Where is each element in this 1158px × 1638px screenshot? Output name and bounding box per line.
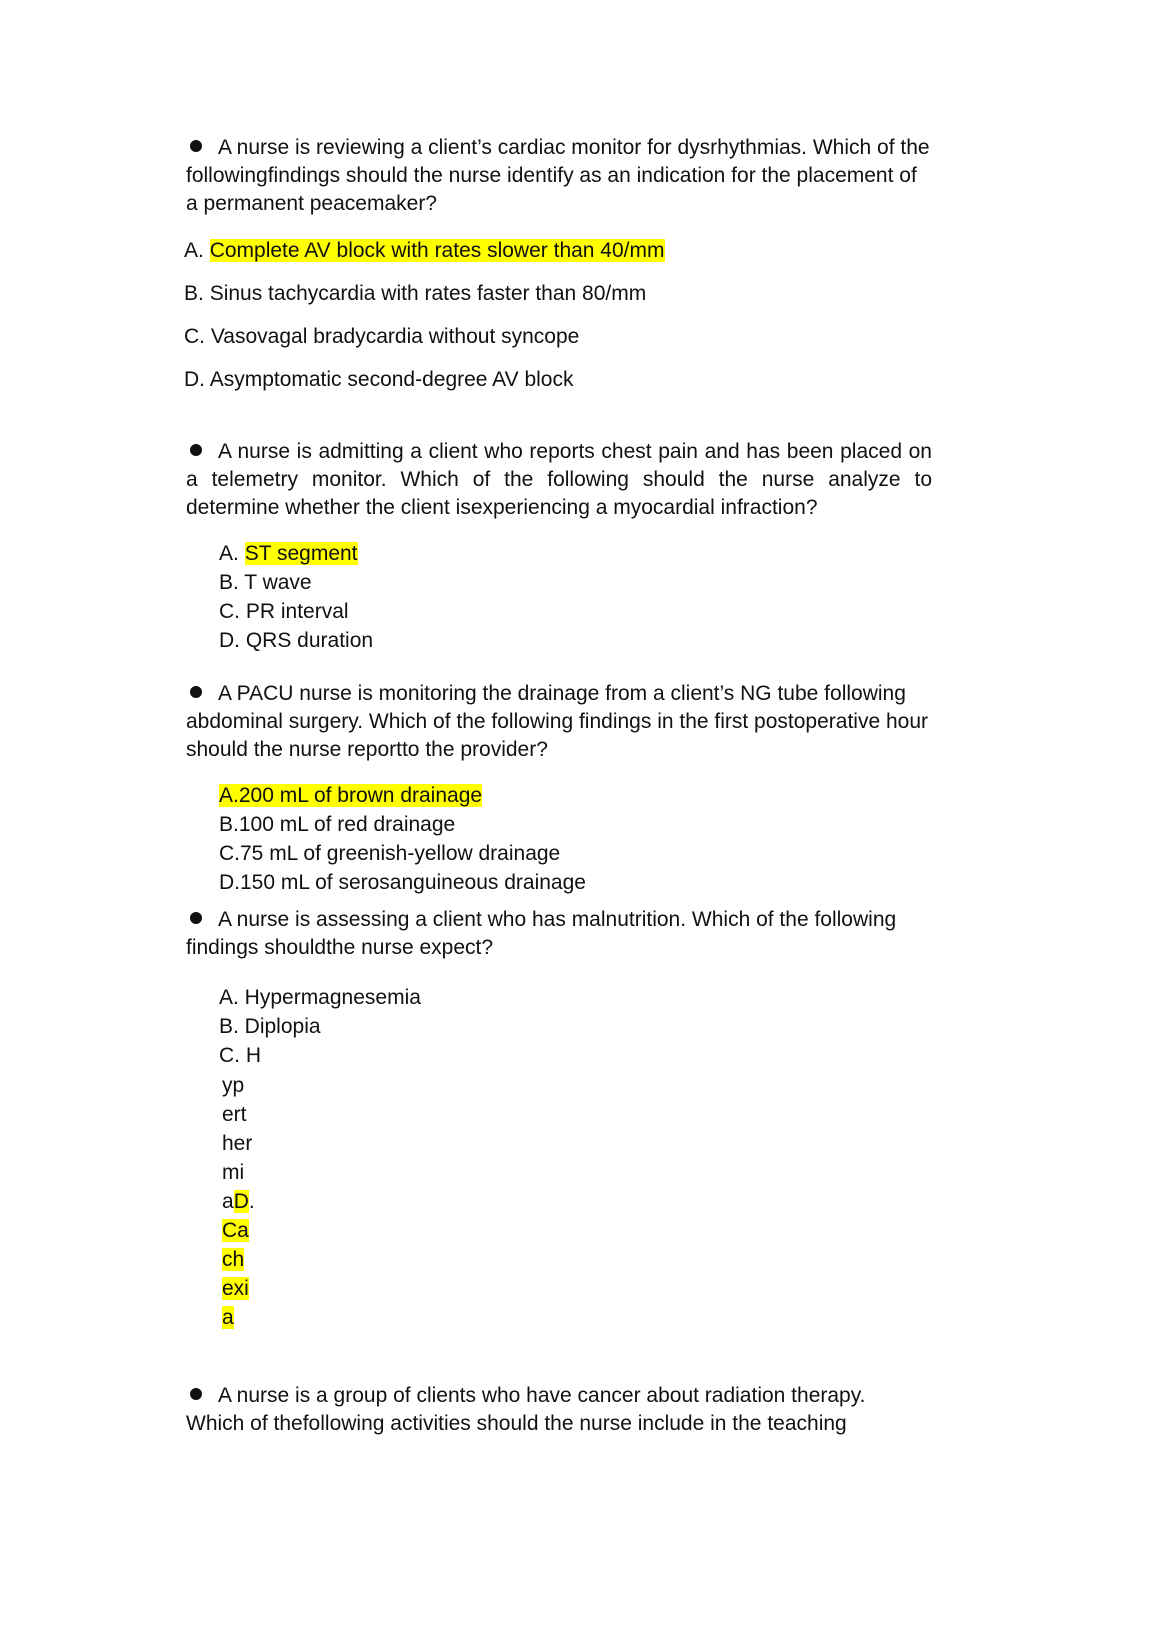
question-1-text: A nurse is reviewing a client’s cardiac monitor for dysrhythmias. Which of the followingfindings should the nurse identify as an indication for the placement of a permanent peacemaker? — [186, 136, 930, 215]
q4-option-a: A. Hypermagnesemia — [219, 986, 421, 1009]
q2-option-a: A. ST segment — [219, 542, 358, 565]
q1-option-b: B. Sinus tachycardia with rates faster than 80/mm — [184, 282, 647, 305]
q3-option-a — [219, 782, 482, 810]
q2-option-d: D. QRS duration — [219, 629, 374, 652]
question-4 — [186, 906, 932, 962]
q4-option-c-fragment: yp — [222, 1074, 245, 1097]
q3-option-b: B.100 mL of red drainage — [219, 813, 456, 836]
question-5 — [186, 1382, 886, 1438]
question-4-text: A nurse is assessing a client who has malnutrition. Which of the following findings shouldthe nurse expect? — [186, 908, 897, 959]
q2-option-b: B. T wave — [219, 571, 312, 594]
question-1 — [186, 134, 932, 218]
bullet-icon — [190, 912, 202, 924]
q4-option-d-fragment: exi — [222, 1277, 249, 1300]
question-2 — [186, 438, 932, 522]
q4-option-c-fragment: ert — [222, 1103, 247, 1126]
q3-option-a-answer: A.200 mL of brown drainage — [219, 784, 483, 807]
q4-option-d-fragment: Ca — [222, 1219, 249, 1242]
q4-option-d-fragment: ch — [222, 1248, 245, 1271]
question-2-text: A nurse is admitting a client who reports chest pain and has been placed on a telemetry monitor. Which of the following should the nurse analyze to determine whether the client isexperiencing a myocardial infraction? — [186, 440, 932, 519]
q3-option-c: C.75 mL of greenish-yellow drainage — [219, 842, 561, 865]
q1-option-d: D. Asymptomatic second-degree AV block — [184, 368, 574, 391]
q4-option-d-answer: D — [233, 1190, 249, 1213]
q1-option-a: A. Complete AV block with rates slower than 40/mm — [184, 239, 665, 262]
bullet-icon — [190, 444, 202, 456]
q4-option-c: C. H — [219, 1044, 261, 1067]
bullet-icon — [190, 1388, 202, 1400]
question-5-text: A nurse is a group of clients who have cancer about radiation therapy. Which of thefollowing activities should the nurse include in the teaching — [186, 1384, 866, 1435]
bullet-icon — [190, 140, 202, 152]
question-3 — [186, 680, 932, 764]
q3-option-d: D.150 mL of serosanguineous drainage — [219, 871, 586, 894]
q1-option-c: C. Vasovagal bradycardia without syncope — [184, 325, 580, 348]
q2-option-a-answer: ST segment — [244, 542, 358, 565]
q1-option-a-answer: Complete AV block with rates slower than 40/mm — [209, 239, 665, 262]
q4-option-c-fragment-with-d: aD. — [222, 1190, 255, 1213]
bullet-icon — [190, 686, 202, 698]
question-3-text: A PACU nurse is monitoring the drainage from a client’s NG tube following abdominal surgery. Which of the following findings in the first postoperative hour should the nurse reportto the provider? — [186, 682, 929, 761]
q2-option-c: C. PR interval — [219, 600, 349, 623]
q4-option-d-fragment: a — [222, 1306, 234, 1329]
q4-option-b: B. Diplopia — [219, 1015, 321, 1038]
q4-option-c-fragment: her — [222, 1132, 253, 1155]
q4-option-c-fragment: mi — [222, 1161, 245, 1184]
